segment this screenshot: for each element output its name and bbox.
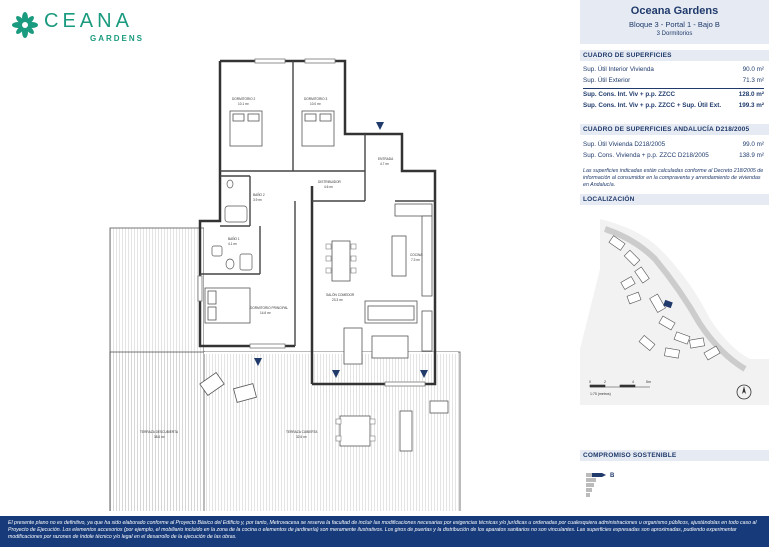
localizacion-title: LOCALIZACIÓN: [580, 194, 769, 205]
scale-label: 1:75 (metros): [590, 392, 611, 396]
info-panel: [580, 0, 769, 516]
logo-subtitle: GARDENS: [90, 34, 145, 43]
legal-disclaimer: El presente plano no es definitivo, ya que ha sido elaborado conforme al Proyecto Básico del Edificio y, por tanto, Metrovacesa se reserva la facultad de incluir las modificaciones necesarias por exigencias técnicas y/o jurídicas u ordenadas por cualesquiera administraciones u organismo públicos, ajustándolas en todo caso al Proyecto de Ejecución. Los elementos accesorios (por ejemplo, el mobiliario incluido en la zona de la cocina o elementos de jardinería) son meramente ilustrativos. Los giros de puertas y la distribución de los aparatos sanitarios no son vinculantes. Las superficies expresadas son aproximadas, pudiendo experimentar modificaciones por razones de índole técnico y/o legal en el desarrollo de la ejecución de las obras.: [0, 516, 769, 547]
room-area-bano2: 3.9 m²: [253, 198, 263, 202]
room-label-entrada: ENTRADA: [378, 157, 394, 161]
superficies-row: Sup. Útil Exterior 71.3 m²: [583, 77, 764, 84]
sostenible-title: COMPROMISO SOSTENIBLE: [580, 450, 769, 461]
room-label-salon: SALÓN COMEDOR: [326, 293, 355, 297]
logo: [8, 8, 145, 44]
scale-tick: 0: [589, 380, 591, 384]
room-label-dormp: DORMITORIO PRINCIPAL: [250, 306, 289, 310]
divider: [583, 88, 764, 89]
room-area-terraza-cub: 32.6 m²: [296, 435, 307, 439]
andalucia-row: Sup. Cons. Vivienda + p.p. ZZCC D218/2005 138.9 m²: [583, 152, 764, 159]
room-area-cocina: 7.3 m²: [411, 258, 421, 262]
project-unit: Bloque 3 - Portal 1 - Bajo B: [629, 20, 720, 29]
sofa-side: [344, 328, 362, 364]
superficies-title: CUADRO DE SUPERFICIES: [580, 50, 769, 61]
andalucia-row: Sup. Útil Vivienda D218/2005 99.0 m²: [583, 141, 764, 148]
room-label-cocina: COCINA: [410, 253, 423, 257]
project-name: Oceana Gardens: [630, 5, 719, 17]
room-label-bano1: BAÑO 1: [228, 237, 240, 241]
andalucia-note: Las superficies indicadas están calculadas conforme al Decreto 218/2005 de información al consumidor en la compraventa y arrendamiento de viviendas en Andalucía.: [583, 168, 764, 188]
superficies-row: Sup. Útil Interior Vivienda 90.0 m²: [583, 66, 764, 73]
scale-tick: 4: [632, 380, 634, 384]
andalucia-title: CUADRO DE SUPERFICIES ANDALUCÍA D218/2005: [580, 124, 769, 135]
kitchen-counter: [395, 204, 432, 216]
energy-rating-letter: B: [610, 473, 615, 479]
room-label-bano2: BAÑO 2: [253, 193, 265, 197]
dining-table: [332, 241, 350, 281]
scale-tick: 2: [604, 380, 606, 384]
oceana-logo-icon: [10, 10, 40, 40]
energy-rating: [580, 467, 769, 513]
terrace-sofa: [400, 411, 412, 451]
room-label-dorm2: DORMITORIO 2: [232, 97, 256, 101]
room-area-dorm3: 10.0 m²: [310, 102, 321, 106]
room-area-dorm2: 10.1 m²: [238, 102, 249, 106]
scale-tick: 5m: [646, 380, 651, 384]
room-area-terraza-desc: 38.6 m²: [154, 435, 165, 439]
location-map: [580, 209, 769, 405]
room-area-entrada: 4.7 m²: [380, 162, 390, 166]
room-label-distribuidor: DISTRIBUIDOR: [318, 180, 341, 184]
floor-plan: [100, 56, 470, 511]
room-label-terraza-desc: TERRAZA DESCUBIERTA: [140, 430, 178, 434]
room-area-dormp: 14.6 m²: [260, 311, 271, 315]
coffee-table: [372, 336, 408, 358]
room-area-bano1: 4.1 m²: [228, 242, 238, 246]
superficies-row-total: Sup. Cons. Int. Viv + p.p. ZZCC 128.0 m²: [583, 91, 764, 98]
project-rooms: 3 Dormitorios: [656, 31, 693, 37]
room-label-terraza-cub: TERRAZA CUBIERTA: [286, 430, 318, 434]
room-label-dorm3: DORMITORIO 3: [304, 97, 328, 101]
project-header: [580, 0, 769, 44]
room-area-salon: 23.3 m²: [332, 298, 343, 302]
energy-label-icon: [586, 473, 606, 497]
superficies-row-total: Sup. Cons. Int. Viv + p.p. ZZCC + Sup. Útil Ext. 199.3 m²: [583, 102, 764, 109]
logo-wordmark: CEANA: [44, 10, 133, 32]
room-area-distribuidor: 4.6 m²: [324, 185, 334, 189]
